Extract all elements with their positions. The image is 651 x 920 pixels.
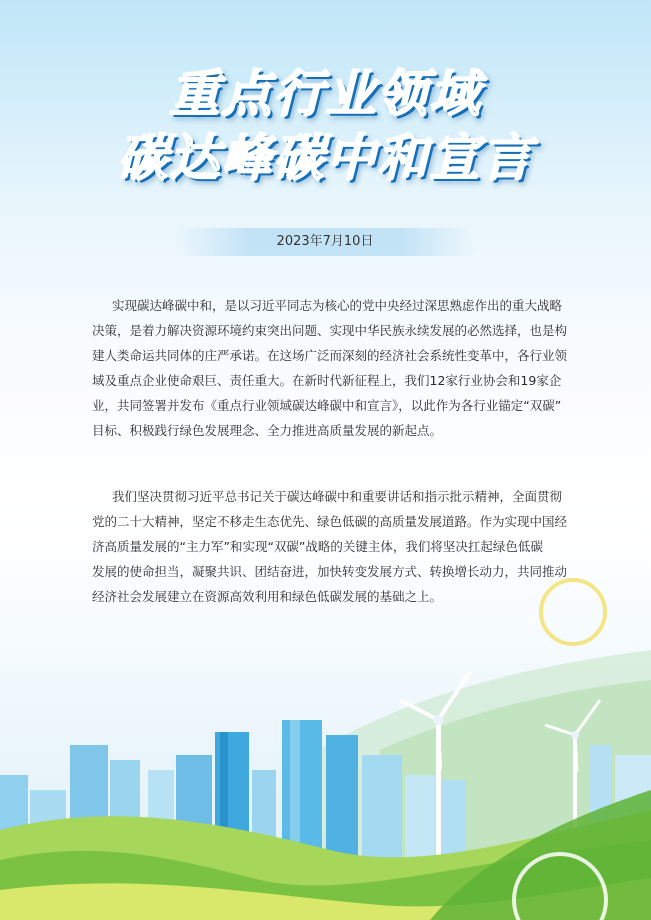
paragraph-line: 建人类命运共同体的庄严承诺。在这场广泛而深刻的经济社会系统性变革中，各行业领	[92, 348, 568, 363]
paragraph-line: 我们坚决贯彻习近平总书记关于碳达峰碳中和重要讲话和指示批示精神，全面贯彻	[112, 489, 563, 504]
sun-ring	[541, 580, 605, 644]
paragraph-1	[92, 293, 582, 443]
paragraph-line: 发展的使命担当，凝聚共识、团结奋进，加快转变发展方式、转换增长动力，共同推动	[92, 564, 568, 579]
paragraph-line: 实现碳达峰碳中和，是以习近平同志为核心的党中央经过深思熟虑作出的重大战略	[112, 298, 563, 313]
title-line-2: 碳达峰碳中和宣言	[117, 129, 534, 187]
paragraph-line: 域及重点企业使命艰巨、责任重大。在新时代新征程上，我们12家行业协会和19家企	[92, 373, 562, 388]
date-label: 2023年7月10日	[175, 228, 475, 256]
page-title	[0, 62, 651, 190]
paragraph-line: 业，共同签署并发布《重点行业领域碳达峰碳中和宣言》，以此作为各行业锚定“双碳”	[92, 398, 562, 413]
paragraph-line: 决策，是着力解决资源环境约束突出问题、实现中华民族永续发展的必然选择，也是构	[92, 323, 568, 338]
paragraph-line: 济高质量发展的“主力军”和实现“双碳”战略的关键主体，我们将坚决扛起绿色低碳	[92, 539, 543, 554]
paragraph-line: 党的二十大精神，坚定不移走生态优先、绿色低碳的高质量发展道路。作为实现中国经	[92, 514, 568, 529]
paragraph-line: 经济社会发展建立在资源高效利用和绿色低碳发展的基础之上。	[92, 589, 443, 604]
paragraph-line: 目标、积极践行绿色发展理念、全力推进高质量发展的新起点。	[92, 423, 443, 438]
title-line-1: 重点行业领域	[169, 65, 482, 123]
city-landscape-illustration	[0, 560, 651, 920]
